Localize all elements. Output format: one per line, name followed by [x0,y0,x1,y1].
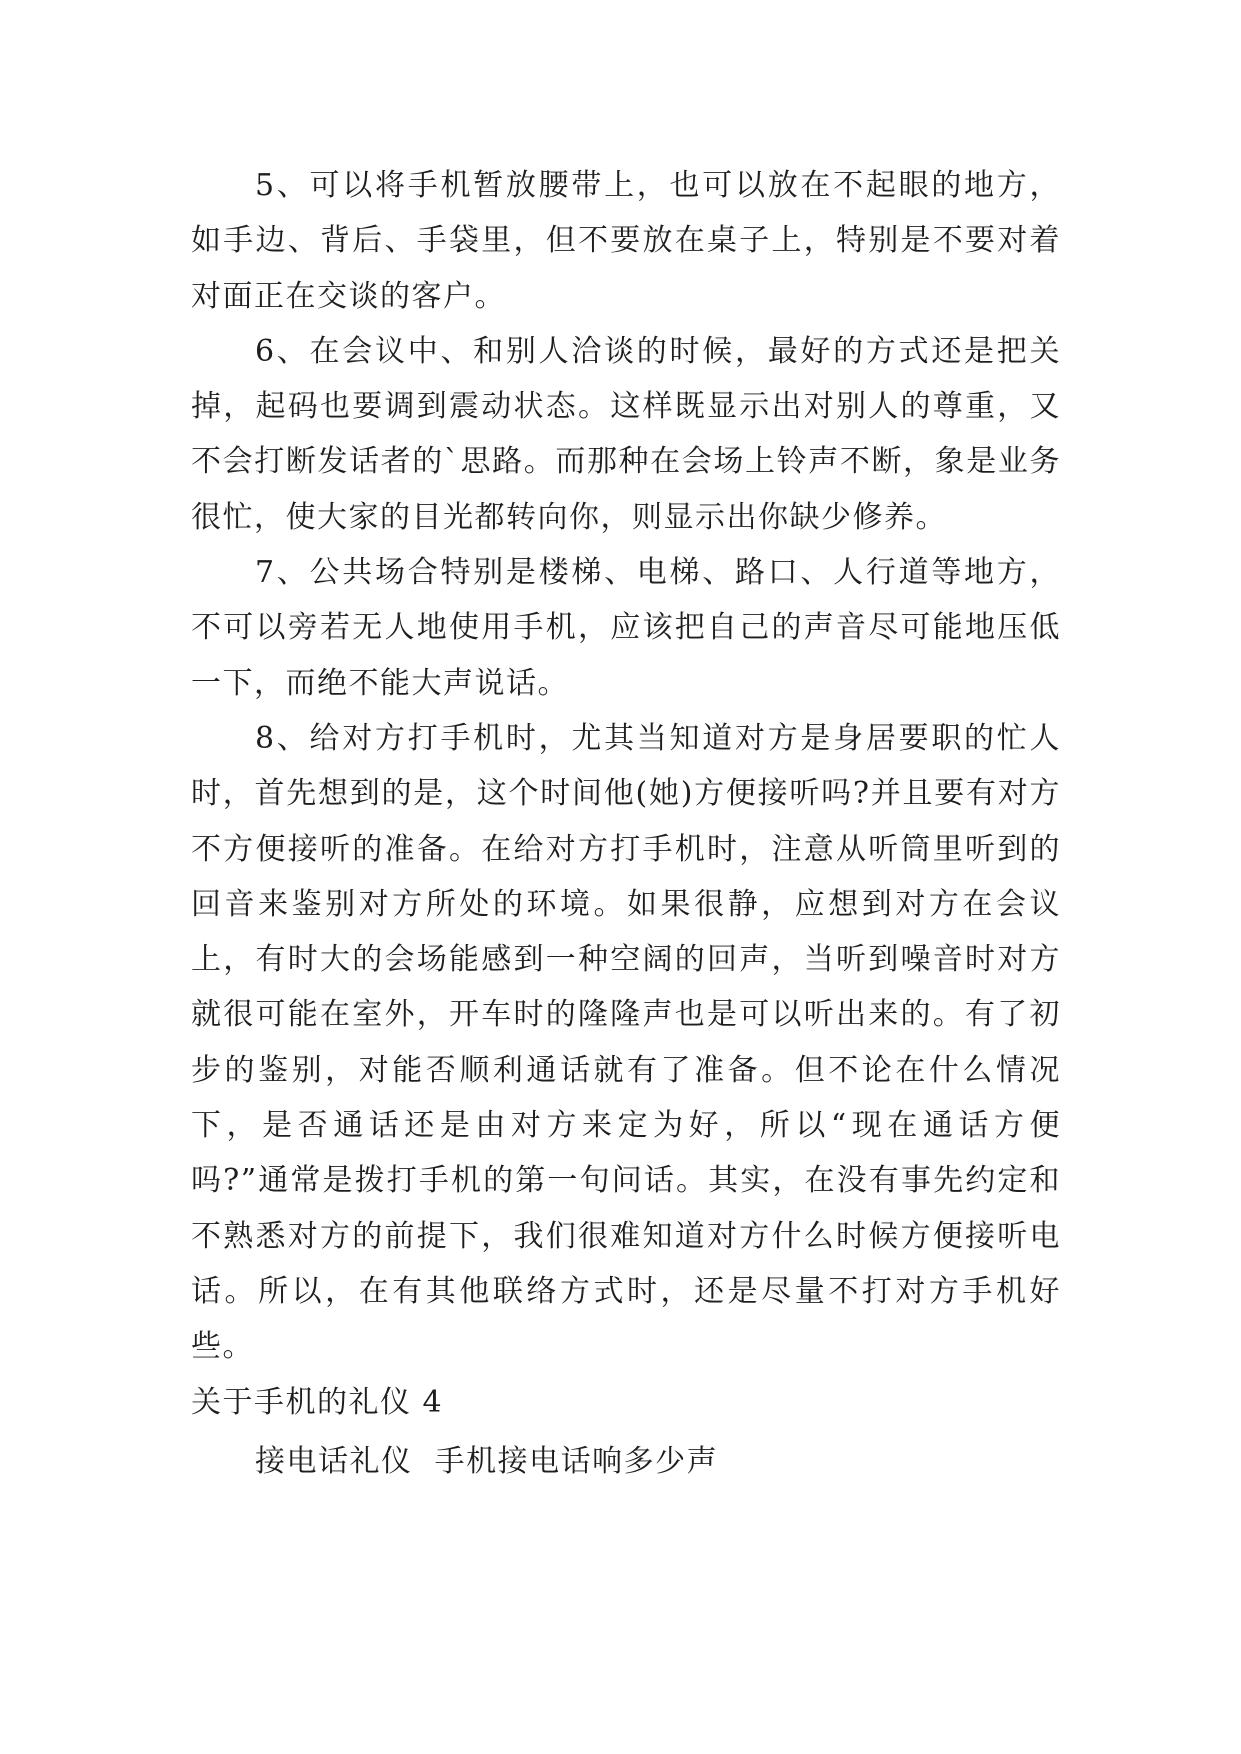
sub-heading: 接电话礼仪 手机接电话响多少声 [255,1443,719,1479]
section-heading: 关于手机的礼仪 4 [191,1384,444,1420]
paragraph-item-5: 5、可以将手机暂放腰带上，也可以放在不起眼的地方，如手边、背后、手袋里，但不要放在桌子上，特别是不要对着对面正在交谈的客户。 [191,168,1061,314]
paragraph-item-8: 8、给对方打手机时，尤其当知道对方是身居要职的忙人时，首先想到的是，这个时间他(她)方便接听吗?并且要有对方不方便接听的准备。在给对方打手机时，注意从听筒里听到的回音来鉴别对方所处的环境。如果很静，应想到对方在会议上，有时大的会场能感到一种空阔的回声，当听到噪音时对方就很可能在室外，开车时的隆隆声也是可以听出来的。有了初步的鉴别，对能否顺利通话就有了准备。但不论在什么情况下，是否通话还是由对方来定为好，所以“现在通话方便吗?”通常是拨打手机的第一句问话。其实，在没有事先约定和不熟悉对方的前提下，我们很难知道对方什么时候方便接听电话。所以，在有其他联络方式时，还是尽量不打对方手机好些。 [191,720,1061,1365]
document-body [191,158,1061,1489]
paragraph-item-7: 7、公共场合特别是楼梯、电梯、路口、人行道等地方，不可以旁若无人地使用手机，应该把自己的声音尽可能地压低一下，而绝不能大声说话。 [191,555,1061,701]
paragraph-item-6: 6、在会议中、和别人洽谈的时候，最好的方式还是把关掉，起码也要调到震动状态。这样既显示出对别人的尊重，又不会打断发话者的`思路。而那种在会场上铃声不断，象是业务很忙，使大家的目光都转向你，则显示出你缺少修养。 [191,333,1061,535]
